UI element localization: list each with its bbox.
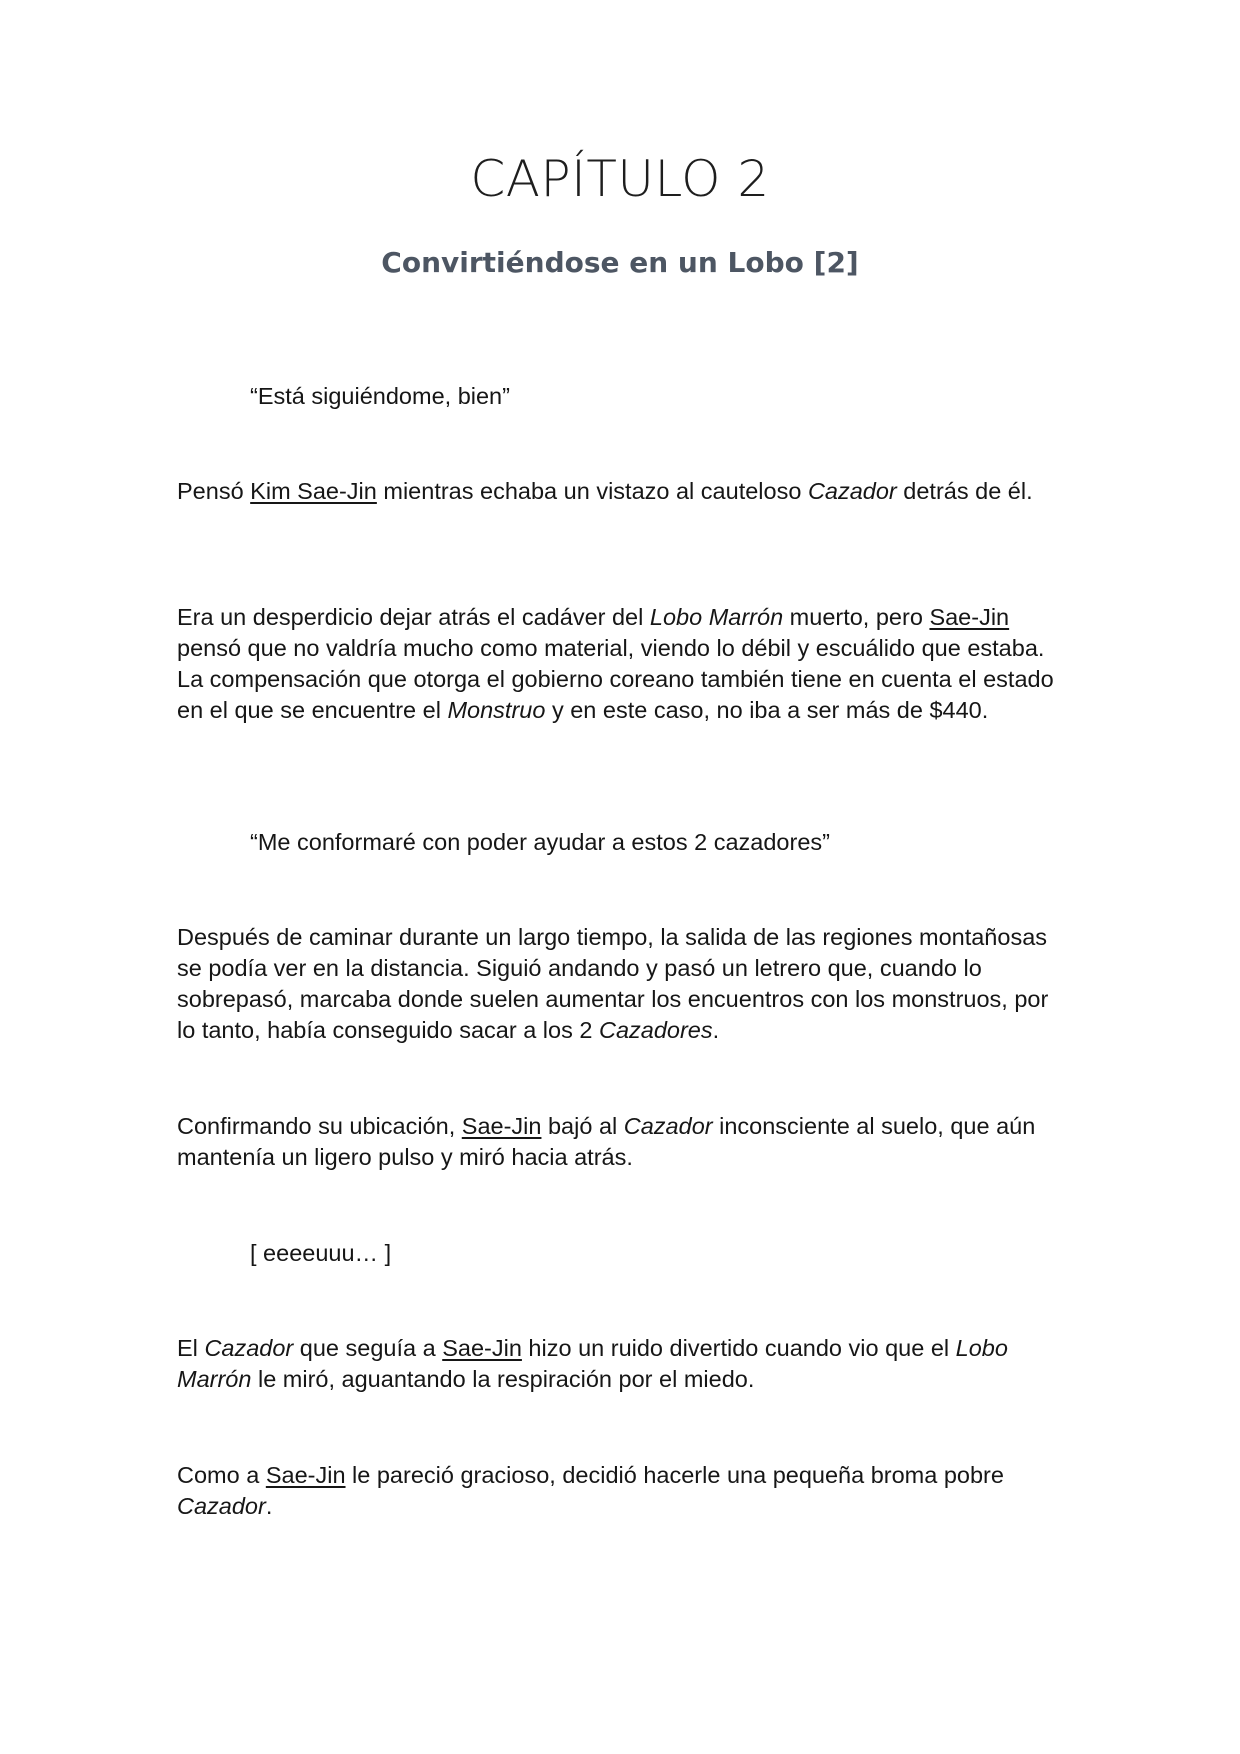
sound-line: [ eeeeuuu… ] [250,1240,392,1266]
text-run: muerto, pero [783,604,930,630]
paragraph-2 [177,602,1067,726]
paragraph-5 [177,1333,1067,1395]
chapter-title: CAPÍTULO 2 [470,150,770,208]
emphasis-term: Monstruo [447,697,546,723]
text-run: Como a [177,1462,266,1488]
text-run: bajó al [541,1113,624,1139]
text-run: Era un desperdicio dejar atrás el cadáver del [177,604,650,630]
text-run: Después de caminar durante un largo tiempo, la salida de las regiones montañosas se podía ver en la distancia. Siguió andando y pasó un letrero que, cuando lo sobrepasó, marcaba donde suelen aumentar los encuentros con los monstruos, por lo tanto, había conseguido sacar a los 2 [177,924,1049,1043]
text-run: Pensó [177,478,251,504]
paragraph-4 [177,1111,1067,1173]
text-run: . [712,1017,720,1043]
emphasis-term: Cazador [204,1335,294,1361]
emphasis-term: Cazador [177,1493,266,1519]
character-name: Kim Sae-Jin [250,478,377,504]
text-run: le miró, aguantando la respiración por el miedo. [251,1366,755,1392]
text-run: Confirmando su ubicación, [177,1113,462,1139]
text-run: . [265,1493,273,1519]
paragraph-3 [177,922,1067,1046]
emphasis-term: Lobo Marrón [649,604,784,630]
emphasis-term: Cazadores [598,1017,713,1043]
emphasis-term: Cazador [807,478,897,504]
character-name: Sae-Jin [461,1113,542,1139]
dialogue-line-2: “Me conformaré con poder ayudar a estos 2 cazadores” [250,829,830,855]
character-name: Sae-Jin [442,1335,522,1361]
character-name: Sae-Jin [265,1462,346,1488]
text-run: que seguía a [293,1335,443,1361]
text-run: le pareció gracioso, decidió hacerle una pequeña broma pobre [345,1462,1004,1488]
text-run: pensó que no valdría mucho como material, viendo lo débil y escuálido que estaba. La compensación que otorga el gobierno coreano también tiene en cuenta el estado en el que se encuentre el [177,635,1054,723]
text-run: hizo un ruido divertido cuando vio que el [521,1335,956,1361]
chapter-subtitle: Convirtiéndose en un Lobo [2] [381,246,859,279]
text-run: detrás de él. [896,478,1033,504]
text-run: inconsciente al suelo, que aún mantenía un ligero pulso y miró hacia atrás. [177,1113,1036,1170]
character-name: Sae-Jin [929,604,1010,630]
emphasis-term: Cazador [623,1113,713,1139]
text-run: y en este caso, no iba a ser más de $440. [545,697,989,723]
emphasis-term: Lobo Marrón [177,1335,1008,1392]
text-run: El [177,1335,205,1361]
paragraph-6 [177,1460,1067,1522]
text-run: mientras echaba un vistazo al cauteloso [376,478,808,504]
paragraph-1 [177,476,1067,507]
dialogue-line-1: “Está siguiéndome, bien” [250,383,510,409]
